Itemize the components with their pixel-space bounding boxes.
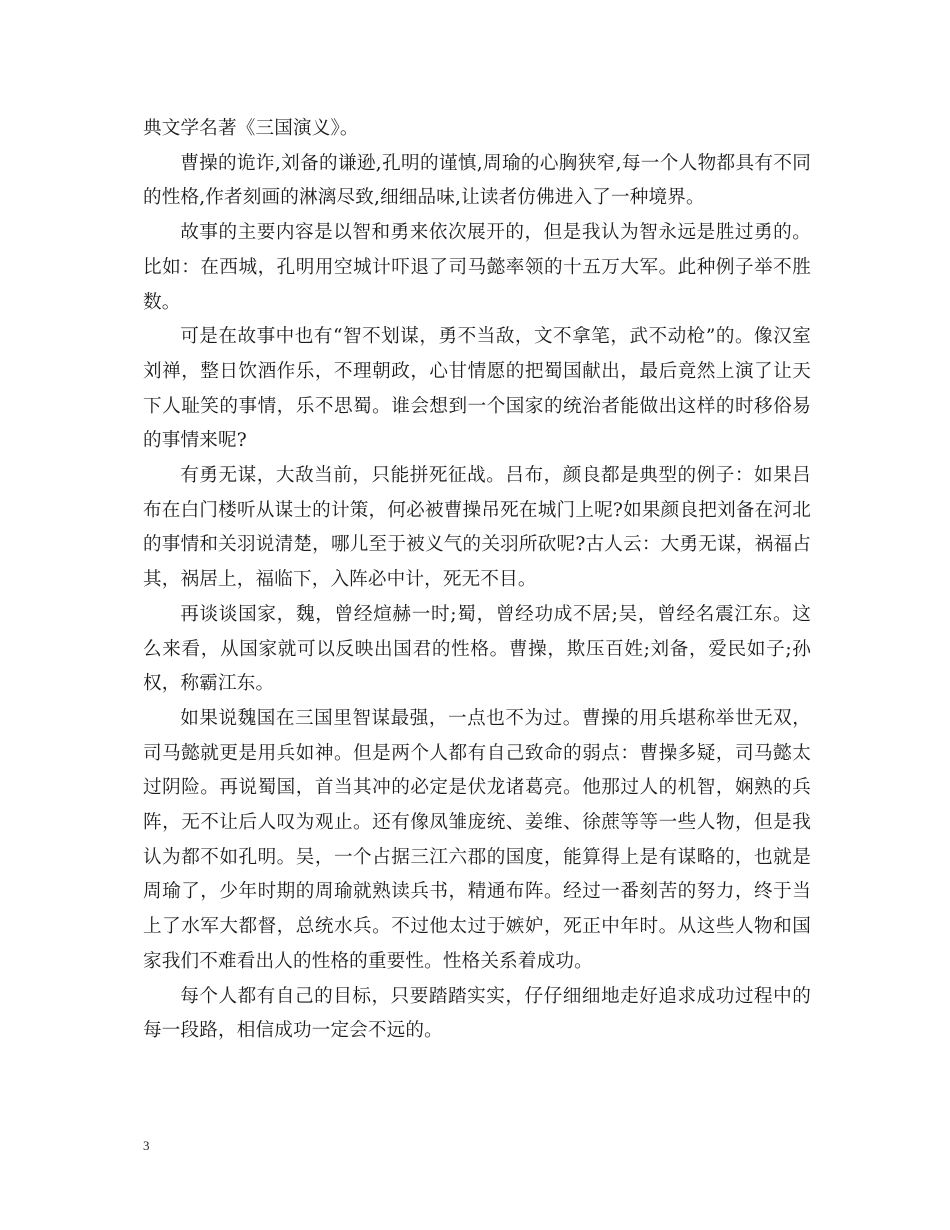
page-number: 3 <box>143 1138 150 1153</box>
paragraph-3: 故事的主要内容是以智和勇来依次展开的，但是我认为智永远是胜过勇的。比如：在西城，孔明用空城计吓退了司马懿率领的十五万大军。此种例子举不胜数。 <box>143 222 811 313</box>
paragraph-5: 有勇无谋，大敌当前，只能拼死征战。吕布，颜良都是典型的例子：如果吕布在白门楼听从谋士的计策，何必被曹操吊死在城门上呢?如果颜良把刘备在河北的事情和关羽说清楚，哪儿至于被义气的关羽所砍呢?古人云：大勇无谋，祸福占其，祸居上，福临下，入阵必中计，死无不目。 <box>143 465 811 591</box>
document-body <box>143 112 811 1049</box>
paragraph-4: 可是在故事中也有“智不划谋，勇不当敌，文不拿笔，武不动枪”的。像汉室刘禅，整日饮酒作乐，不理朝政，心甘情愿的把蜀国献出，最后竟然上演了让天下人耻笑的事情，乐不思蜀。谁会想到一个国家的统治者能做出这样的时移俗易的事情来呢? <box>143 326 811 452</box>
paragraph-2: 曹操的诡诈,刘备的谦逊,孔明的谨慎,周瑜的心胸狭窄,每一个人物都具有不同的性格,作者刻画的淋漓尽致,细细品味,让读者仿佛进入了一种境界。 <box>143 152 811 209</box>
paragraph-6: 再谈谈国家，魏，曾经煊赫一时;蜀，曾经功成不居;吴，曾经名震江东。这么来看，从国家就可以反映出国君的性格。曹操，欺压百姓;刘备，爱民如子;孙权，称霸江东。 <box>143 603 811 695</box>
paragraph-7: 如果说魏国在三国里智谋最强，一点也不为过。曹操的用兵堪称举世无双，司马懿就更是用兵如神。但是两个人都有自己致命的弱点：曹操多疑，司马懿太过阴险。再说蜀国，首当其冲的必定是伏龙诸葛亮。他那过人的机智，娴熟的兵阵，无不让后人叹为观止。还有像凤雏庞统、姜维、徐蔗等等一些人物，但是我认为都不如孔明。吴，一个占据三江六郡的国度，能算得上是有谋略的，也就是周瑜了，少年时期的周瑜就熟读兵书，精通布阵。经过一番刻苦的努力，终于当上了水军大都督，总统水兵。不过他太过于嫉妒，死正中年时。从这些人物和国家我们不难看出人的性格的重要性。性格关系着成功。 <box>143 707 811 972</box>
paragraph-8: 每个人都有自己的目标，只要踏踏实实，仔仔细细地走好追求成功过程中的每一段路，相信成功一定会不远的。 <box>143 985 811 1042</box>
paragraph-1: 典文学名著《三国演义》。 <box>143 118 359 139</box>
